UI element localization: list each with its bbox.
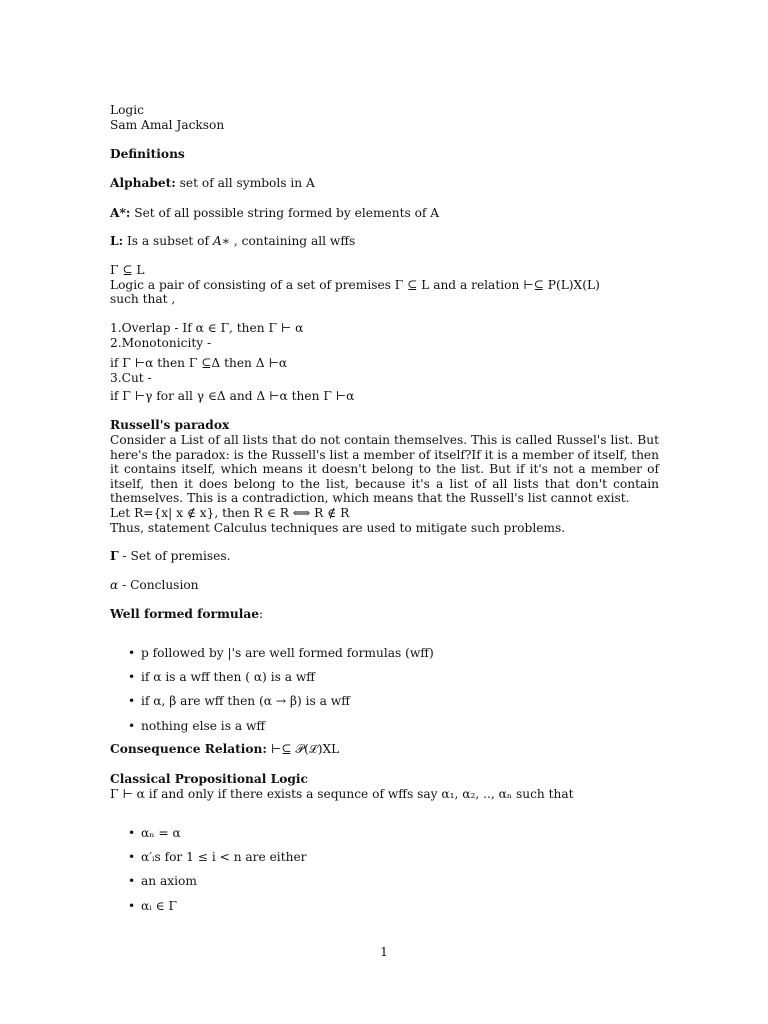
cpl-line: Γ ⊢ α if and only if there exists a sequnce of wffs say α₁, α₂, .., αₙ such that (110, 787, 574, 801)
gamma-symbol-text: - Set of premises. (118, 549, 231, 563)
consequence-text: ⊢⊆ 𝒫(ℒ)XL (266, 742, 340, 756)
l-definition (110, 234, 355, 249)
list-item (128, 694, 350, 709)
list-item (128, 646, 434, 661)
gamma-symbol: Γ (110, 549, 119, 563)
alpha-symbol-text: - Conclusion (118, 578, 199, 592)
cpl-item-text: αₙ = α (141, 826, 181, 840)
list-item (128, 874, 197, 889)
alphabet-definition (110, 176, 315, 191)
wff-item-text: if α, β are wff then (α → β) is a wff (141, 694, 350, 708)
consequence-relation-line (110, 742, 339, 757)
document-title: Logic (110, 103, 144, 117)
astar-term: A*: (110, 206, 131, 220)
alphabet-term: Alphabet: (110, 176, 176, 190)
astar-text: Set of all possible string formed by elements of A (130, 206, 440, 220)
wff-item-text: if α is a wff then ( α) is a wff (141, 670, 315, 684)
l-rest: , containing all wffs (230, 234, 356, 248)
monotonicity-rule: if Γ ⊢α then Γ ⊆Δ then Δ ⊢α (110, 356, 288, 370)
l-math: A∗ (212, 234, 230, 248)
russell-thus-line: Thus, statement Calculus techniques are used to mitigate such problems. (110, 521, 566, 535)
such-that-line: such that , (110, 292, 176, 306)
cpl-item-text: α′ᵢs for 1 ≤ i < n are either (141, 850, 307, 864)
list-item (128, 670, 315, 685)
wff-heading: Well formed formulae (110, 607, 259, 621)
list-item (128, 850, 307, 865)
wff-item-text: p followed by |'s are well formed formulas (wff) (141, 646, 434, 660)
overlap-rule: 1.Overlap - If α ∈ Γ, then Γ ⊢ α (110, 321, 304, 335)
logic-definition-line: Logic a pair of consisting of a set of premises Γ ⊆ L and a relation ⊢⊆ P(L)X(L) (110, 278, 600, 292)
page-number: 1 (380, 945, 388, 959)
bullet-icon: • (128, 826, 136, 840)
cpl-heading: Classical Propositional Logic (110, 772, 308, 786)
gamma-subset-line: Γ ⊆ L (110, 263, 145, 277)
cut-label: 3.Cut - (110, 371, 152, 385)
russell-let-line: Let R={x| x ∉ x}, then R ∈ R ⟺ R ∉ R (110, 506, 350, 520)
bullet-icon: • (128, 850, 136, 864)
bullet-icon: • (128, 694, 136, 708)
russell-heading: Russell's paradox (110, 418, 230, 432)
wff-item-text: nothing else is a wff (141, 719, 266, 733)
wff-heading-line (110, 607, 263, 622)
bullet-icon: • (128, 874, 136, 888)
bullet-icon: • (128, 899, 136, 913)
alpha-symbol-line (110, 578, 199, 593)
author-name: Sam Amal Jackson (110, 118, 225, 132)
russell-paragraph: Consider a List of all lists that do not contain themselves. This is called Russel's list. But here's the paradox: is the Russell's list a member of itself?If it is a member of itself, then it contains itself, which means it doesn't belong to the list. But if it's not a member of itself, then it does belong to the list, because it's a list of all lists that don't contain themselves. This is a contradiction, which means that the Russell's list cannot exist. (110, 433, 659, 506)
monotonicity-label: 2.Monotonicity - (110, 336, 212, 350)
consequence-term: Consequence Relation: (110, 742, 267, 756)
alphabet-text: set of all symbols in A (175, 176, 315, 190)
bullet-icon: • (128, 646, 136, 660)
list-item (128, 899, 177, 914)
cpl-item-text: an axiom (141, 874, 197, 888)
l-term: L: (110, 234, 124, 248)
alpha-symbol: α (110, 578, 119, 592)
gamma-symbol-line (110, 549, 230, 564)
cut-rule: if Γ ⊢γ for all γ ∈Δ and Δ ⊢α then Γ ⊢α (110, 389, 355, 403)
astar-definition (110, 206, 439, 221)
l-text: Is a subset of (123, 234, 213, 248)
bullet-icon: • (128, 719, 136, 733)
definitions-heading: Definitions (110, 147, 185, 161)
cpl-item-text: αᵢ ∈ Γ (141, 899, 177, 913)
wff-heading-colon: : (259, 607, 264, 621)
list-item (128, 719, 265, 734)
list-item (128, 826, 181, 841)
bullet-icon: • (128, 670, 136, 684)
